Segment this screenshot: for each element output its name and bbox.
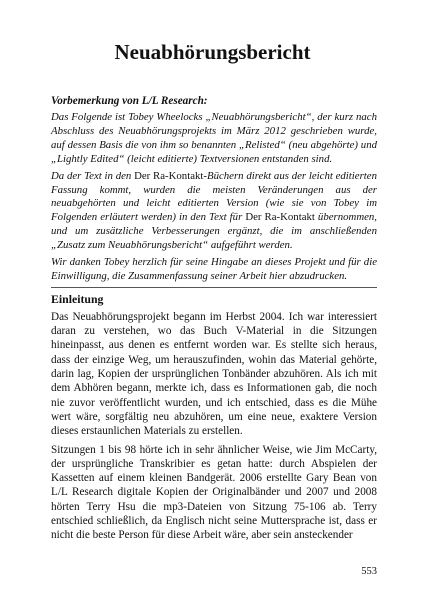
preface-paragraph-2 <box>51 170 377 253</box>
page-title: Neuabhörungsbericht <box>114 40 311 64</box>
preface-p2-text-1: Da der Text in den <box>51 169 135 182</box>
preface-p2-text-3: übernommen, und um zusätzliche Verbesserungen ergänzt, die im anschließenden „Zusatz zum Neuabhörungsbericht“ aufgeführt werden. <box>51 211 378 252</box>
introduction-heading: Einleitung <box>51 291 104 306</box>
preface-heading: Vorbemerkung von L/L Research: <box>51 95 208 107</box>
preface-paragraph-3: Wir danken Tobey herzlich für seine Hingabe an dieses Projekt und für die Einwilligung, die Zusammenfassung seiner Arbeit hier abzudrucken. <box>51 256 377 282</box>
introduction-paragraph-2: Sitzungen 1 bis 98 hörte ich in sehr ähnlicher Weise, wie Jim McCarty, der ursprüngliche Transkribier es getan hatte: durch Abspielen der Kassetten auf einem kleinen Bandgerät. 2006 erstellte Gary Bean von L/L Research digitale Kopien der Originalbänder und 2007 und 2008 hörten Terry Hsu die mp3-Dateien von Sitzung 75-106 ab. Terry entschied schließlich, da Englisch nicht seine Muttersprache ist, dass er nicht die beste Person für diese Arbeit wäre, aber sein ansteckender <box>51 443 377 542</box>
book-title-2: Der Ra-Kontakt <box>245 211 315 224</box>
book-title-1: Der Ra-Kontakt- <box>134 169 207 182</box>
preface-p2-text-2: Büchern direkt aus der leicht editierten Fassung kommt, wurden die meisten Veränderungen aus der neuabgehörten und leicht editierten Version (wie sie von Tobey im Folgenden erläutert werden) in den Text für <box>51 169 377 224</box>
text-column <box>51 94 377 547</box>
introduction-paragraph-1: Das Neuabhörungsprojekt begann im Herbst 2004. Ich war interessiert daran zu verstehen, wo das Buch V-Material in die Sitzungen hineinpasst, aus denen es entfernt worden war. Es stellte sich heraus, dass der einzige Weg, um herauszufinden, wohin das Material gehörte, darin lag, Kopien der ursprünglichen Tonbänder abzuhören. Als ich mit dem Abhören begann, merkte ich, dass es Informationen gab, die noch nie zuvor veröffentlicht wurden, und ich entschied, dass es die Mühe wert wäre, sorgfältig neu abzuhören, um eine neue, exaktere Version dieses erstaunlichen Materials zu erstellen. <box>51 310 377 438</box>
section-divider <box>51 287 377 288</box>
page-number: 553 <box>361 566 377 577</box>
preface-paragraph-1: Das Folgende ist Tobey Wheelocks „Neuabhörungsbericht“, der kurz nach Abschluss des Neuabhörungsprojekts im März 2012 geschrieben wurde, auf dessen Basis die von ihm so benannten „Relisted“ (neu abgehörte) und „Lightly Edited“ (leicht editierte) Textversionen entstanden sind. <box>51 111 377 165</box>
